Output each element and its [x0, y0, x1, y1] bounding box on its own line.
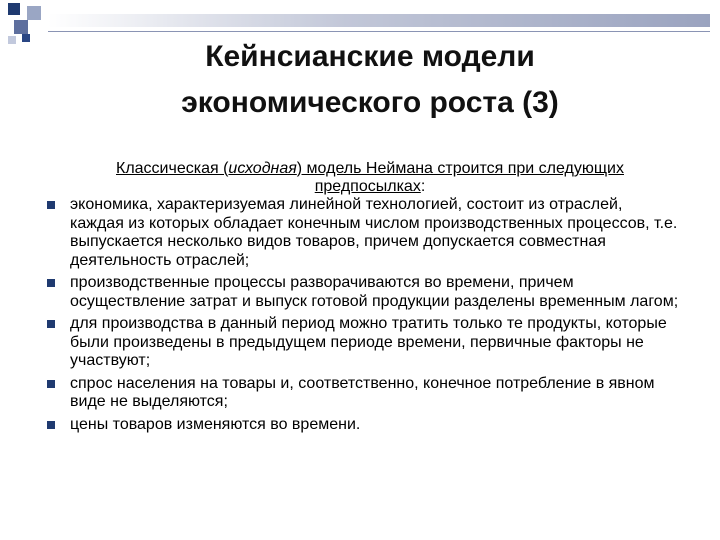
- intro-underlined-text: [116, 160, 624, 195]
- corner-square-decoration: [14, 20, 28, 34]
- intro-italic-text: исходная: [228, 160, 297, 177]
- list-item: [40, 416, 680, 435]
- slide-title-line-1: Кейнсианские модели: [205, 40, 535, 73]
- square-bullet-icon: [47, 421, 55, 429]
- intro-colon: :: [420, 178, 426, 195]
- corner-square-decoration: [8, 3, 20, 15]
- list-item-text: спрос населения на товары и, соответственно, конечное потребление в явном виде не выделяются;: [70, 374, 655, 410]
- assumptions-list: [40, 196, 680, 438]
- square-bullet-icon: [47, 320, 55, 328]
- corner-square-decoration: [27, 6, 41, 20]
- square-bullet-icon: [47, 279, 55, 287]
- corner-square-decoration: [22, 34, 30, 42]
- square-bullet-icon: [47, 201, 55, 209]
- intro-text-part-1: Классическая (: [116, 160, 229, 177]
- intro-text-part-2: ) модель Неймана строится при следующих предпосылках: [296, 160, 624, 195]
- square-bullet-icon: [47, 380, 55, 388]
- intro-paragraph: [68, 160, 672, 196]
- list-item-text: для производства в данный период можно тратить только те продукты, которые были произведены в предыдущем периоде времени, первичные факторы не участвуют;: [70, 315, 667, 369]
- list-item: [40, 315, 680, 371]
- slide-title: [90, 34, 650, 126]
- header-gradient-band: [48, 14, 710, 27]
- header-rule: [48, 31, 710, 32]
- list-item-text: экономика, характеризуемая линейной технологией, состоит из отраслей, каждая из которых обладает конечным числом производственных процессов, т.е. выпускается несколько видов товаров, причем допускается совместная деятельность отраслей;: [70, 196, 678, 269]
- corner-square-decoration: [8, 36, 16, 44]
- list-item: [40, 375, 680, 412]
- list-item: [40, 196, 680, 270]
- list-item-text: производственные процессы разворачиваются во времени, причем осуществление затрат и выпуск готовой продукции разделены временным лагом;: [70, 274, 679, 310]
- slide-title-line-2: экономического роста (3): [181, 86, 559, 119]
- list-item: [40, 274, 680, 311]
- list-item-text: цены товаров изменяются во времени.: [70, 415, 361, 433]
